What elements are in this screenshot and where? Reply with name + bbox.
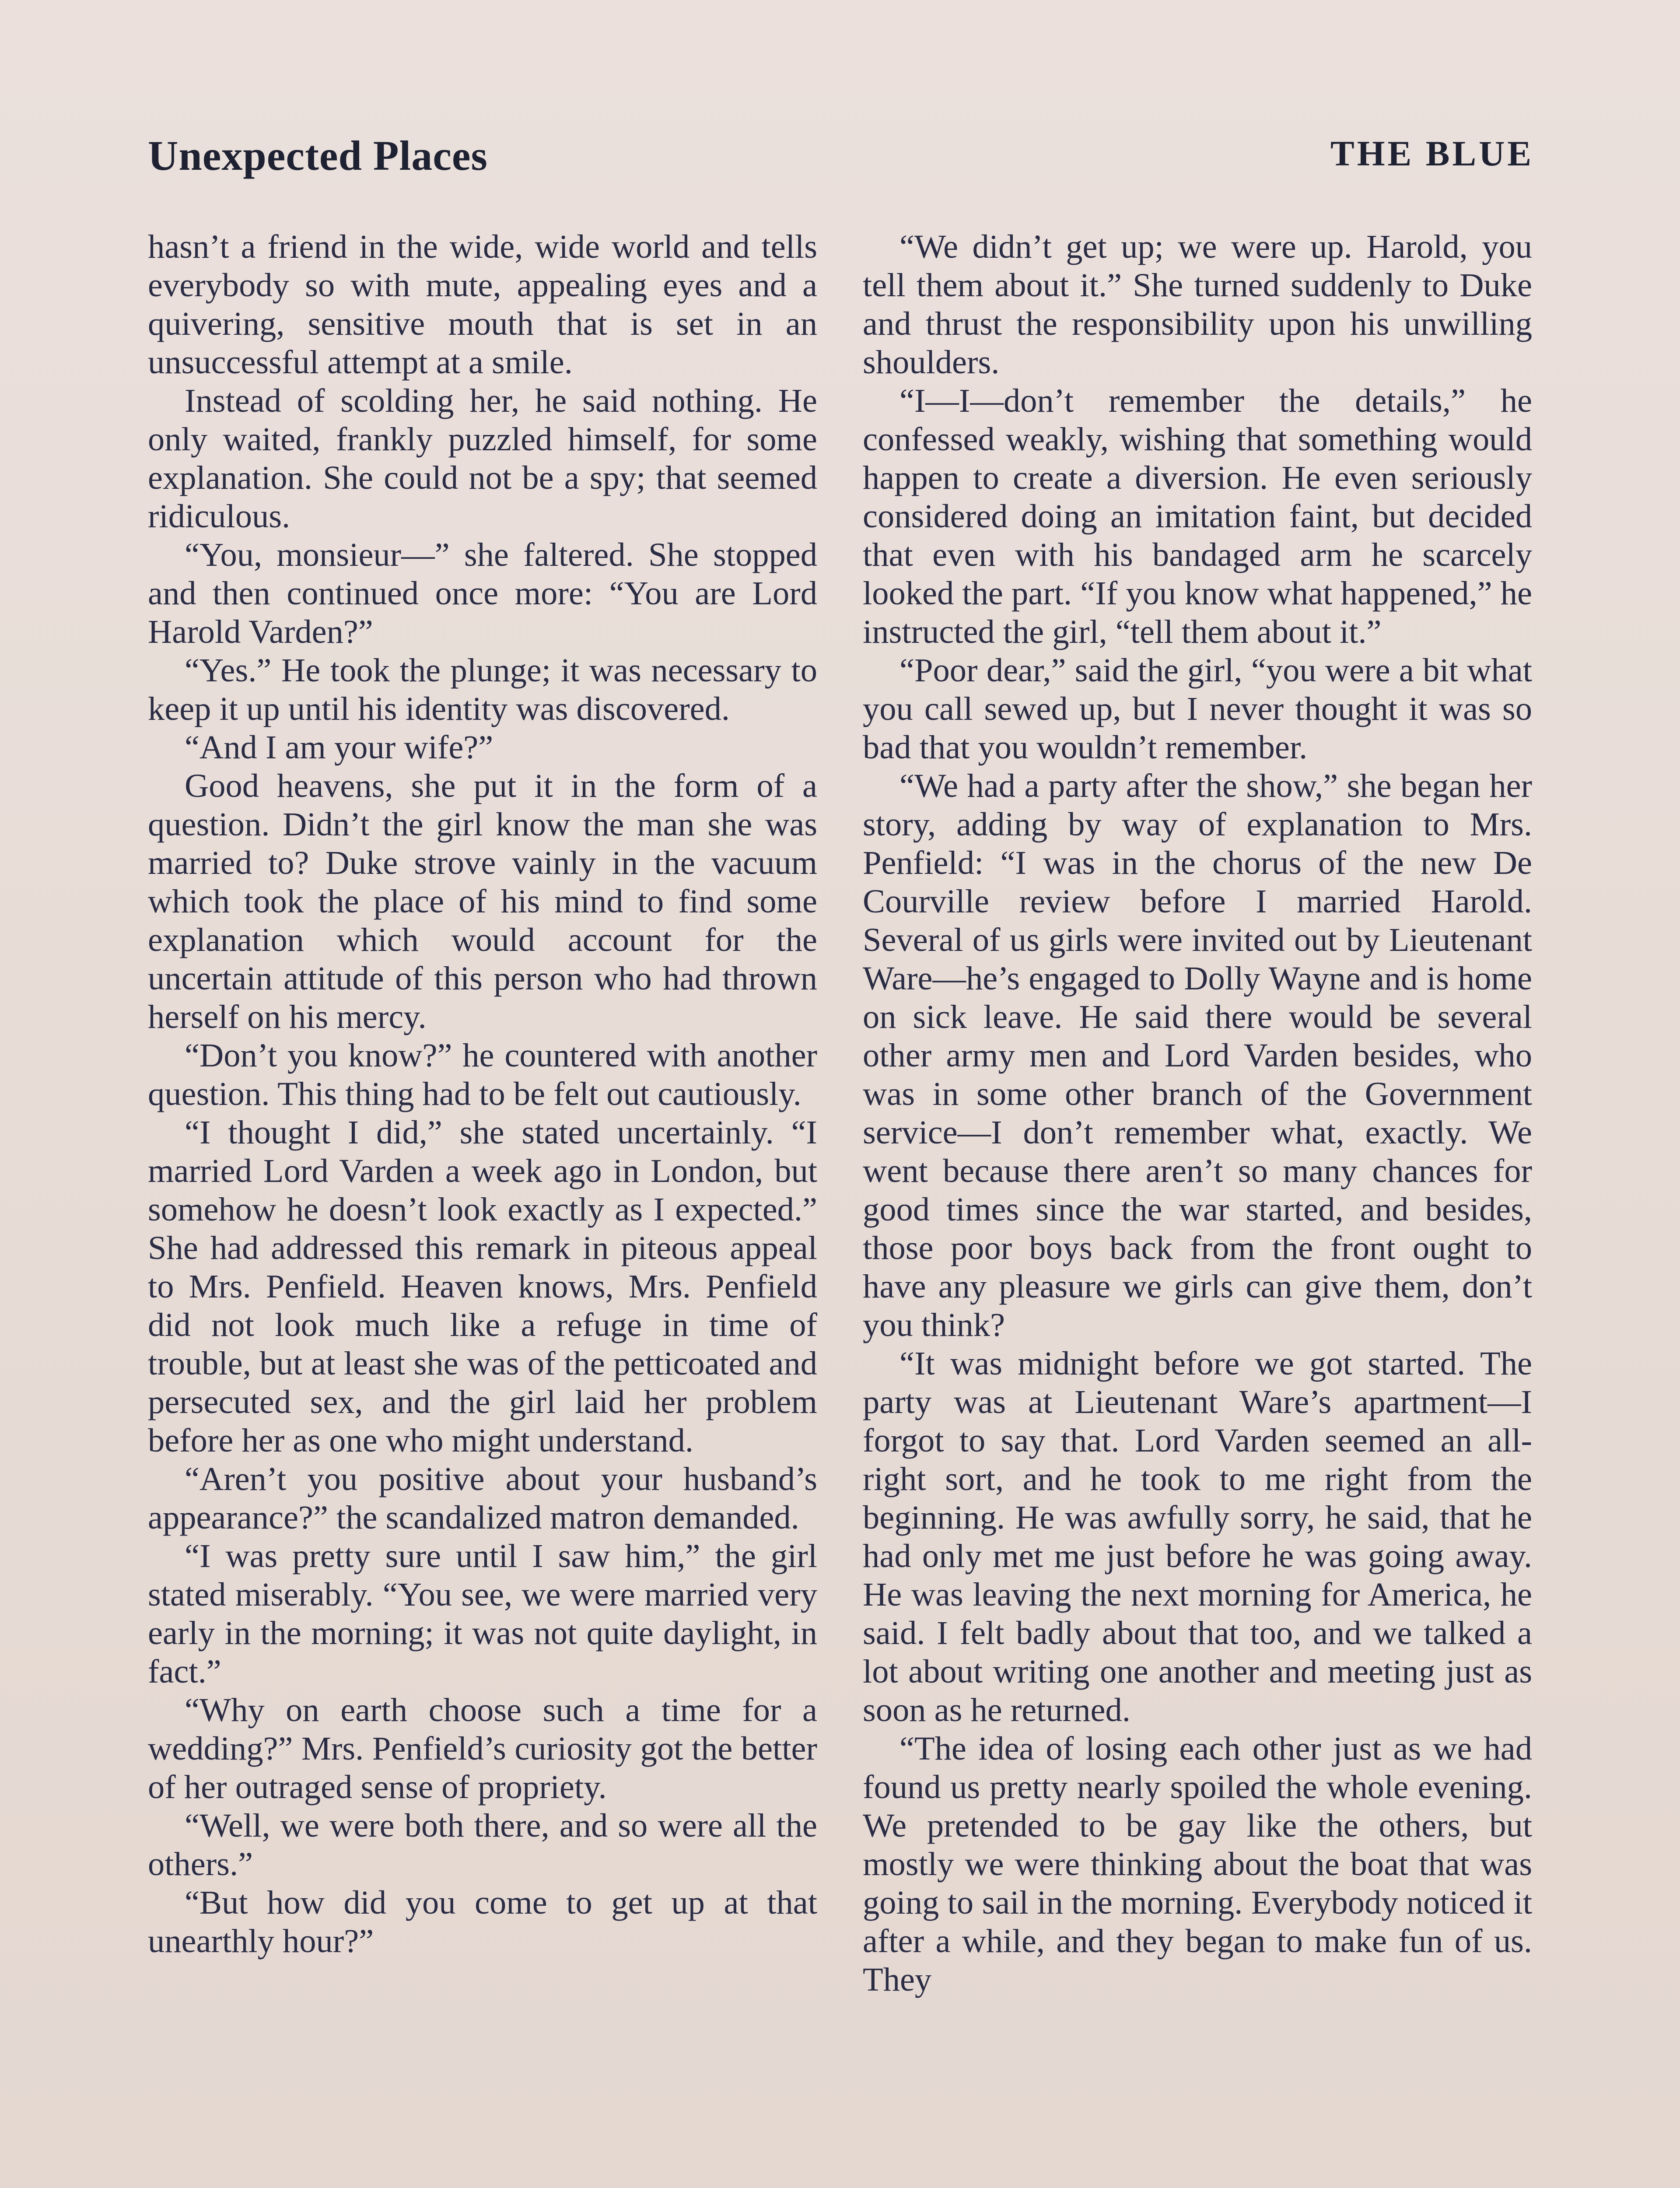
paragraph: “Aren’t you positive about your husband’s appearance?” the scandalized matron demanded. <box>148 1460 817 1536</box>
paragraph-continues: “The idea of losing each other just as we had found us pretty nearly spoiled the whole evening. We pretended to be gay like the others, but mostly we were thinking about the boat that was going to sail in the morning. Everybody noticed it after a while, and they began to make fun of us. They <box>863 1730 1532 1998</box>
paragraph: “Well, we were both there, and so were all the others.” <box>148 1807 817 1883</box>
paragraph: “You, monsieur—” she faltered. She stopped and then continued once more: “You are Lord Harold Varden?” <box>148 536 817 650</box>
paragraph: “Don’t you know?” he countered with another question. This thing had to be felt out cautiously. <box>148 1037 817 1112</box>
paragraph: Instead of scolding her, he said nothing. He only waited, frankly puzzled himself, for some explanation. She could not be a spy; that seemed ridiculous. <box>148 382 817 535</box>
paragraph: “Yes.” He took the plunge; it was necessary to keep it up until his identity was discovered. <box>148 652 817 727</box>
paragraph: “We didn’t get up; we were up. Harold, you tell them about it.” She turned suddenly to Duke and thrust the responsibility upon his unwilling shoulders. <box>863 228 1532 381</box>
paragraph: “I—I—don’t remember the details,” he confessed weakly, wishing that something would happen to create a diversion. He even seriously considered doing an imitation faint, but decided that even with his bandaged arm he scarcely looked the part. “If you know what happened,” he instructed the girl, “tell them about it.” <box>863 382 1532 650</box>
paragraph: “Why on earth choose such a time for a wedding?” Mrs. Penfield’s curiosity got the better of her outraged sense of propriety. <box>148 1691 817 1806</box>
paragraph: “But how did you come to get up at that unearthly hour?” <box>148 1884 817 1960</box>
paragraph: “I was pretty sure until I saw him,” the girl stated miserably. “You see, we were married very early in the morning; it was not quite daylight, in fact.” <box>148 1537 817 1690</box>
paragraph: Good heavens, she put it in the form of a question. Didn’t the girl know the man she was married to? Duke strove vainly in the vacuum which took the place of his mind to find some explanation which would account for the uncertain attitude of this person who had thrown herself on his mercy. <box>148 767 817 1035</box>
paragraph: “Poor dear,” said the girl, “you were a bit what you call sewed up, but I never thought it was so bad that you wouldn’t remember. <box>863 652 1532 766</box>
paragraph: “We had a party after the show,” she began her story, adding by way of explanation to Mrs. Penfield: “I was in the chorus of the new De Courville review before I married Harold. Several of us girls were invited out by Lieutenant Ware—he’s engaged to Dolly Wayne and is home on sick leave. He said there would be several other army men and Lord Varden besides, who was in some other branch of the Government service—I don’t remember what, exactly. We went because there aren’t so many chances for good times since the war started, and besides, those poor boys back from the front ought to have any pleasure we girls can give them, don’t you think? <box>863 767 1532 1343</box>
paragraph: “I thought I did,” she stated uncertainly. “I married Lord Varden a week ago in London, but somehow he doesn’t look exactly as I expected.” She had addressed this remark in piteous appeal to Mrs. Penfield. Heaven knows, Mrs. Penfield did not look much like a refuge in time of trouble, but at least she was of the petticoated and persecuted sex, and the girl laid her problem before her as one who might understand. <box>148 1114 817 1459</box>
left-column <box>148 228 817 1960</box>
story-title-header: Unexpected Places <box>148 132 488 179</box>
paragraph: “It was midnight before we got started. The party was at Lieutenant Ware’s apartment—I forgot to say that. Lord Varden seemed an all-right sort, and he took to me right from the beginning. He was awfully sorry, he said, that he had only met me just before he was going away. He was leaving the next morning for America, he said. I felt badly about that too, and we talked a lot about writing one another and meeting just as soon as he returned. <box>863 1345 1532 1729</box>
right-column <box>863 228 1532 1999</box>
magazine-name-header: THE BLUE <box>1330 133 1534 173</box>
paragraph: hasn’t a friend in the wide, wide world and tells everybody so with mute, appealing eyes and a quivering, sensitive mouth that is set in an unsuccessful attempt at a smile. <box>148 228 817 381</box>
running-head <box>148 131 1534 188</box>
paragraph: “And I am your wife?” <box>185 729 494 766</box>
